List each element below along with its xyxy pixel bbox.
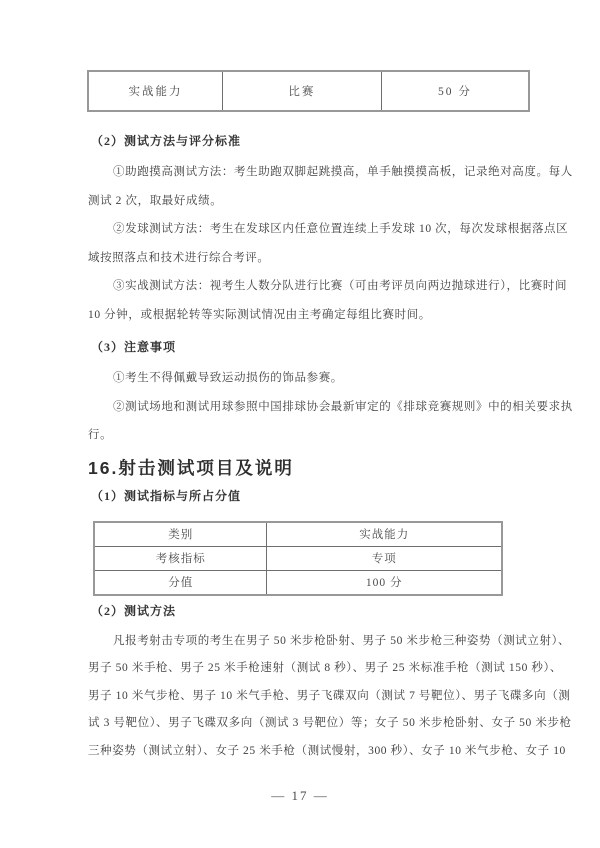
paragraph-line: 10 分钟，或根据轮转等实际测试情况由主考确定每组比赛时间。 [88,308,431,321]
table-row [94,546,502,570]
table-cell-label: 分值 [94,570,267,595]
table-cell-score: 50 分 [381,71,529,111]
method-paragraphs [88,158,573,329]
shooting-indicator-table [93,521,503,596]
section-heading-method-criteria: （2）测试方法与评分标准 [91,134,242,148]
paragraph-line: 男子 50 米手枪、男子 25 米手枪速射（测试 8 秒）、男子 25 米标准手枪（测试 150 秒）、 [88,662,562,674]
table-row [94,570,502,595]
paragraph-line: 凡报考射击专项的考生在男子 50 米步枪卧射、男子 50 米步枪三种姿势（测试立射）、 [113,634,571,647]
chapter-heading-shooting: 16.射击测试项目及说明 [88,457,294,478]
table-row [94,522,502,547]
shooting-method-paragraph [88,628,572,766]
table-cell-label: 考核指标 [94,546,267,570]
paragraph-line: 男子 10 米气步枪、男子 10 米气手枪、男子飞碟双向（测试 7 号靶位）、男子飞碟多向（测 [88,689,571,702]
table-cell-value: 实战能力 [267,522,502,547]
paragraph-line: 行。 [88,429,113,441]
table-row [88,71,529,111]
table-cell-label: 类别 [94,522,267,547]
table-cell-value: 100 分 [267,570,502,595]
paragraph-line: 三种姿势（测试立射）、女子 25 米手枪（测试慢射，300 秒）、女子 10 米气步枪、女子 10 [88,744,566,757]
page-content [88,70,573,765]
page-number: — 17 — [271,788,329,803]
section-heading-notes: （3）注意事项 [91,340,177,354]
volleyball-score-table [87,70,530,112]
section-heading-indicators: （1）测试指标与所占分值 [91,488,242,503]
paragraph-line: 试 3 号靶位）、男子飞碟双多向（测试 3 号靶位）等；女子 50 米步枪卧射、女子 50 米步枪 [88,717,572,729]
paragraph-line: ②测试场地和测试用球参照中国排球协会最新审定的《排球竞赛规则》中的相关要求执 [113,400,573,413]
paragraph-line: 域按照落点和技术进行综合考评。 [88,251,270,264]
paragraph-line: ③实战测试方法：视考生人数分队进行比赛（可由考评员向两边抛球进行），比赛时间 [113,280,568,292]
section-heading-shooting-method: （2）测试方法 [91,603,177,618]
notes-paragraphs [88,364,573,450]
table-cell-indicator: 比赛 [223,71,382,111]
paragraph-line: ①考生不得佩戴导致运动损伤的饰品参赛。 [113,372,343,384]
paragraph-line: ①助跑摸高测试方法：考生助跑双脚起跳摸高，单手触摸摸高板，记录绝对高度。每人 [113,166,573,178]
table-cell-value: 专项 [267,546,502,570]
paragraph-line: ②发球测试方法：考生在发球区内任意位置连续上手发球 10 次，每次发球根据落点区 [113,223,569,235]
table-cell-category: 实战能力 [88,71,223,111]
paragraph-line: 测试 2 次，取最好成绩。 [88,194,223,207]
